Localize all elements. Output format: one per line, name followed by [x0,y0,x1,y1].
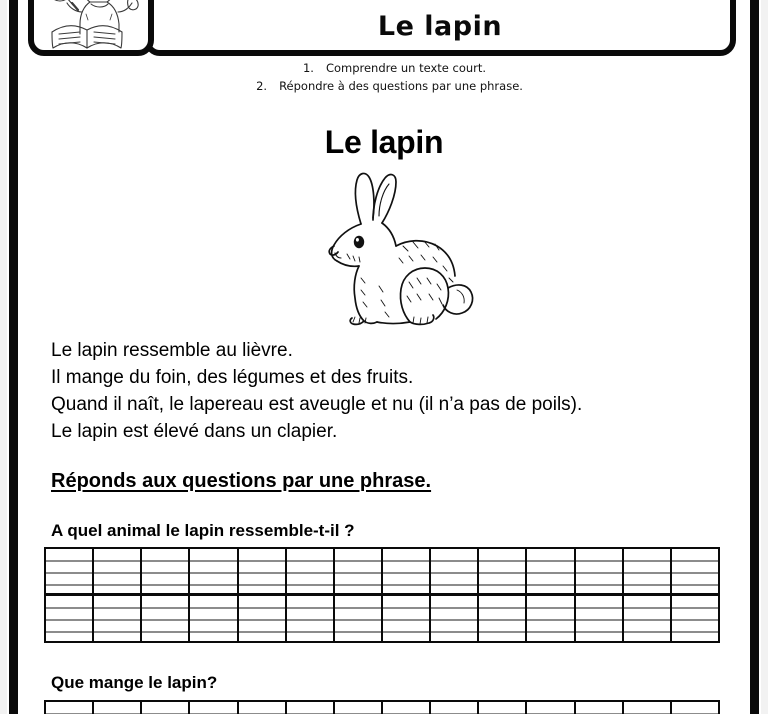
lesson-paragraph [51,338,730,446]
objective-text: Répondre à des questions par une phrase. [279,78,523,93]
lesson-line: Il mange du foin, des légumes et des fruits. [51,366,414,388]
title-banner [144,0,736,56]
seyes-vertical-rules [46,702,718,714]
seyes-column [190,549,238,641]
seyes-column [672,702,718,714]
seyes-column [576,702,624,714]
page-border-right [750,0,759,714]
objective-text: Comprendre un texte court. [325,61,487,75]
seyes-column [335,702,383,714]
seyes-column [239,702,287,714]
objective-number: 2. [256,78,268,93]
seyes-column [94,549,142,641]
detective-mascot-with-magnifier-and-book-icon [34,0,148,52]
seyes-column [527,549,575,641]
answer-grid-question-1[interactable] [44,547,720,643]
seyes-column [46,702,94,714]
seyes-column [287,702,335,714]
objective-item [18,78,750,96]
banner-title: Le lapin [377,11,503,42]
objective-number: 1. [302,61,314,75]
seyes-column [431,549,479,641]
seyes-column [624,702,672,714]
worksheet-header [18,0,750,58]
seyes-column [46,549,94,641]
seyes-vertical-rules [46,549,718,641]
page-edge-strip-right [761,0,768,714]
seyes-column [527,702,575,714]
lesson-line: Quand il naît, le lapereau est aveugle et nu (il n’a pas de poils). [51,393,583,415]
seyes-column [239,549,287,641]
seyes-column [383,702,431,714]
seyes-column [383,549,431,641]
seyes-column [624,549,672,641]
seyes-column [431,702,479,714]
question-1-label: A quel animal le lapin ressemble-t-il ? [51,521,355,540]
seyes-column [479,702,527,714]
seyes-column [94,702,142,714]
lesson-line: Le lapin est élevé dans un clapier. [51,420,338,442]
seyes-column [479,549,527,641]
objectives-list [18,60,750,96]
answer-grid-question-2[interactable] [44,700,720,714]
page-content-area [18,0,750,714]
page-edge-strip-left [0,0,7,714]
seyes-column [576,549,624,641]
exercise-instruction: Réponds aux questions par une phrase. [51,470,432,492]
rabbit-line-art-icon [291,166,477,336]
seyes-column [287,549,335,641]
seyes-column [335,549,383,641]
question-2-label: Que mange le lapin? [51,673,218,692]
lesson-title: Le lapin [324,124,444,160]
seyes-column [142,549,190,641]
objective-item [18,60,750,78]
seyes-column [142,702,190,714]
mascot-badge [28,0,154,56]
lesson-illustration [18,166,750,336]
seyes-column [190,702,238,714]
lesson-line: Le lapin ressemble au lièvre. [51,340,293,361]
seyes-column [672,549,718,641]
page-border-left [9,0,18,714]
